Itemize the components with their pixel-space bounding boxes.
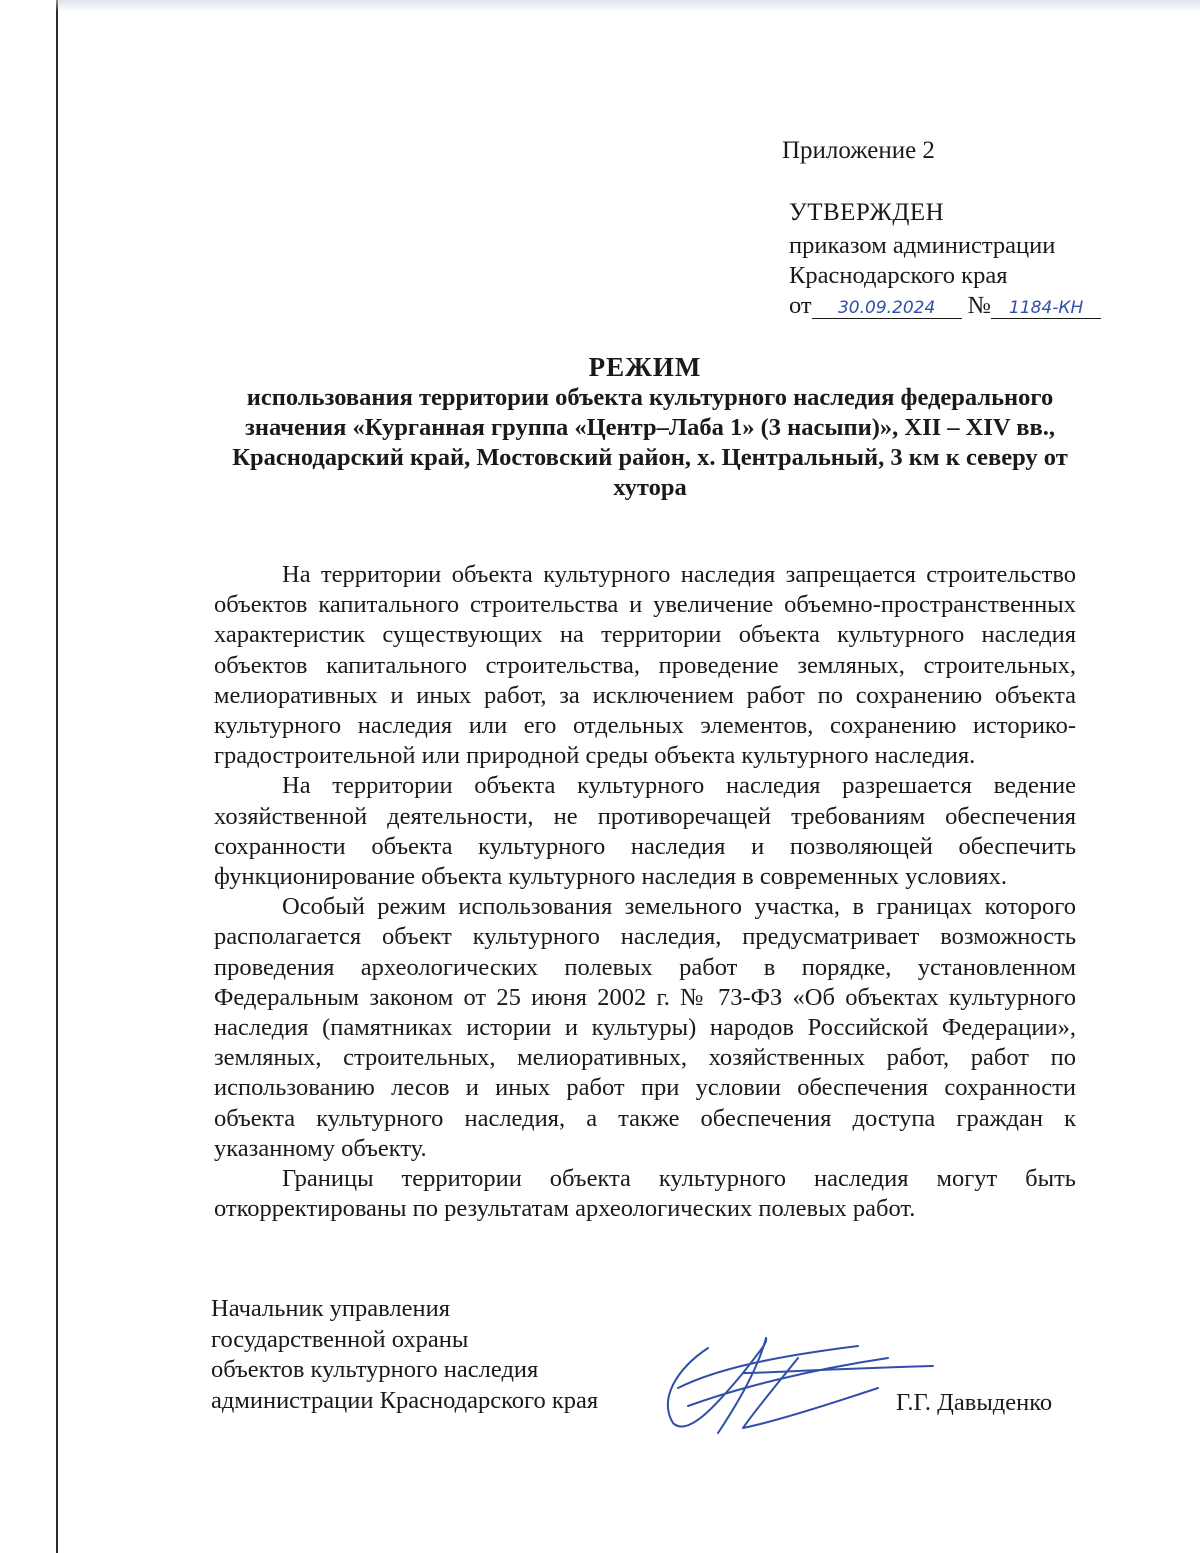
order-date-line [789, 292, 1101, 320]
scan-top-edge [56, 0, 1200, 12]
paragraph: На территории объекта культурного наследия запрещается строительство объектов капитального строительства и увеличение объемно-пространственных характеристик существующих на территории объекта культурного наследия объектов капитального строительства, проведение земляных, строительных, мелиоративных и иных работ, за исключением работ по сохранению объекта культурного наследия или его отдельных элементов, сохранению историко-градостроительной или природной среды объекта культурного наследия. [214, 561, 1076, 770]
scan-left-edge [56, 0, 58, 1553]
paragraph: На территории объекта культурного наследия разрешается ведение хозяйственной деятельности, не противоречащей требованиям обеспечения сохранности объекта культурного наследия и позволяющей обеспечить функционирование объекта культурного наследия в современных условиях. [214, 772, 1076, 891]
position-line-4: администрации Краснодарского края [211, 1386, 599, 1414]
handwritten-date: 30.09.2024 [812, 298, 962, 319]
position-line-1: Начальник управления [211, 1295, 450, 1322]
paragraph: Границы территории объекта культурного наследия могут быть откорректированы по результатам археологических полевых работ. [214, 1165, 1076, 1223]
order-issuer [789, 231, 1055, 291]
approved-label: УТВЕРЖДЕН [789, 199, 945, 226]
appendix-label: Приложение 2 [782, 137, 935, 164]
handwritten-signature [648, 1328, 938, 1438]
document-title: РЕЖИМ [588, 352, 702, 382]
document-subtitle: использования территории объекта культурного наследия федерального значения «Курганная группа «Центр–Лаба 1» (3 насыпи)», XII – XIV вв., Краснодарский край, Мостовский район, х. Центральный, 3 км к северу от хутора [232, 384, 1068, 501]
signer-position [211, 1294, 598, 1416]
document-body [214, 560, 1076, 1224]
position-line-3: объектов культурного наследия [211, 1356, 539, 1383]
order-line-2: Краснодарского края [789, 262, 1008, 289]
signer-name: Г.Г. Давыденко [896, 1389, 1053, 1416]
date-prefix: от [789, 292, 812, 319]
order-line-1: приказом администрации [789, 232, 1056, 259]
handwritten-number: 1184-КН [991, 298, 1101, 319]
position-line-2: государственной охраны [211, 1325, 469, 1353]
number-prefix: № [967, 292, 992, 319]
paragraph: Особый режим использования земельного участка, в границах которого располагается объект культурного наследия, предусматривает возможность проведения археологических полевых работ в порядке, установленном Федеральным законом от 25 июня 2002 г. № 73-ФЗ «Об объектах культурного наследия (памятниках истории и культуры) народов Российской Федерации», земляных, строительных, мелиоративных, хозяйственных работ, работ по использованию лесов и иных работ при условии обеспечения сохранности объекта культурного наследия, а также обеспечения доступа граждан к указанному объекту. [214, 893, 1076, 1162]
